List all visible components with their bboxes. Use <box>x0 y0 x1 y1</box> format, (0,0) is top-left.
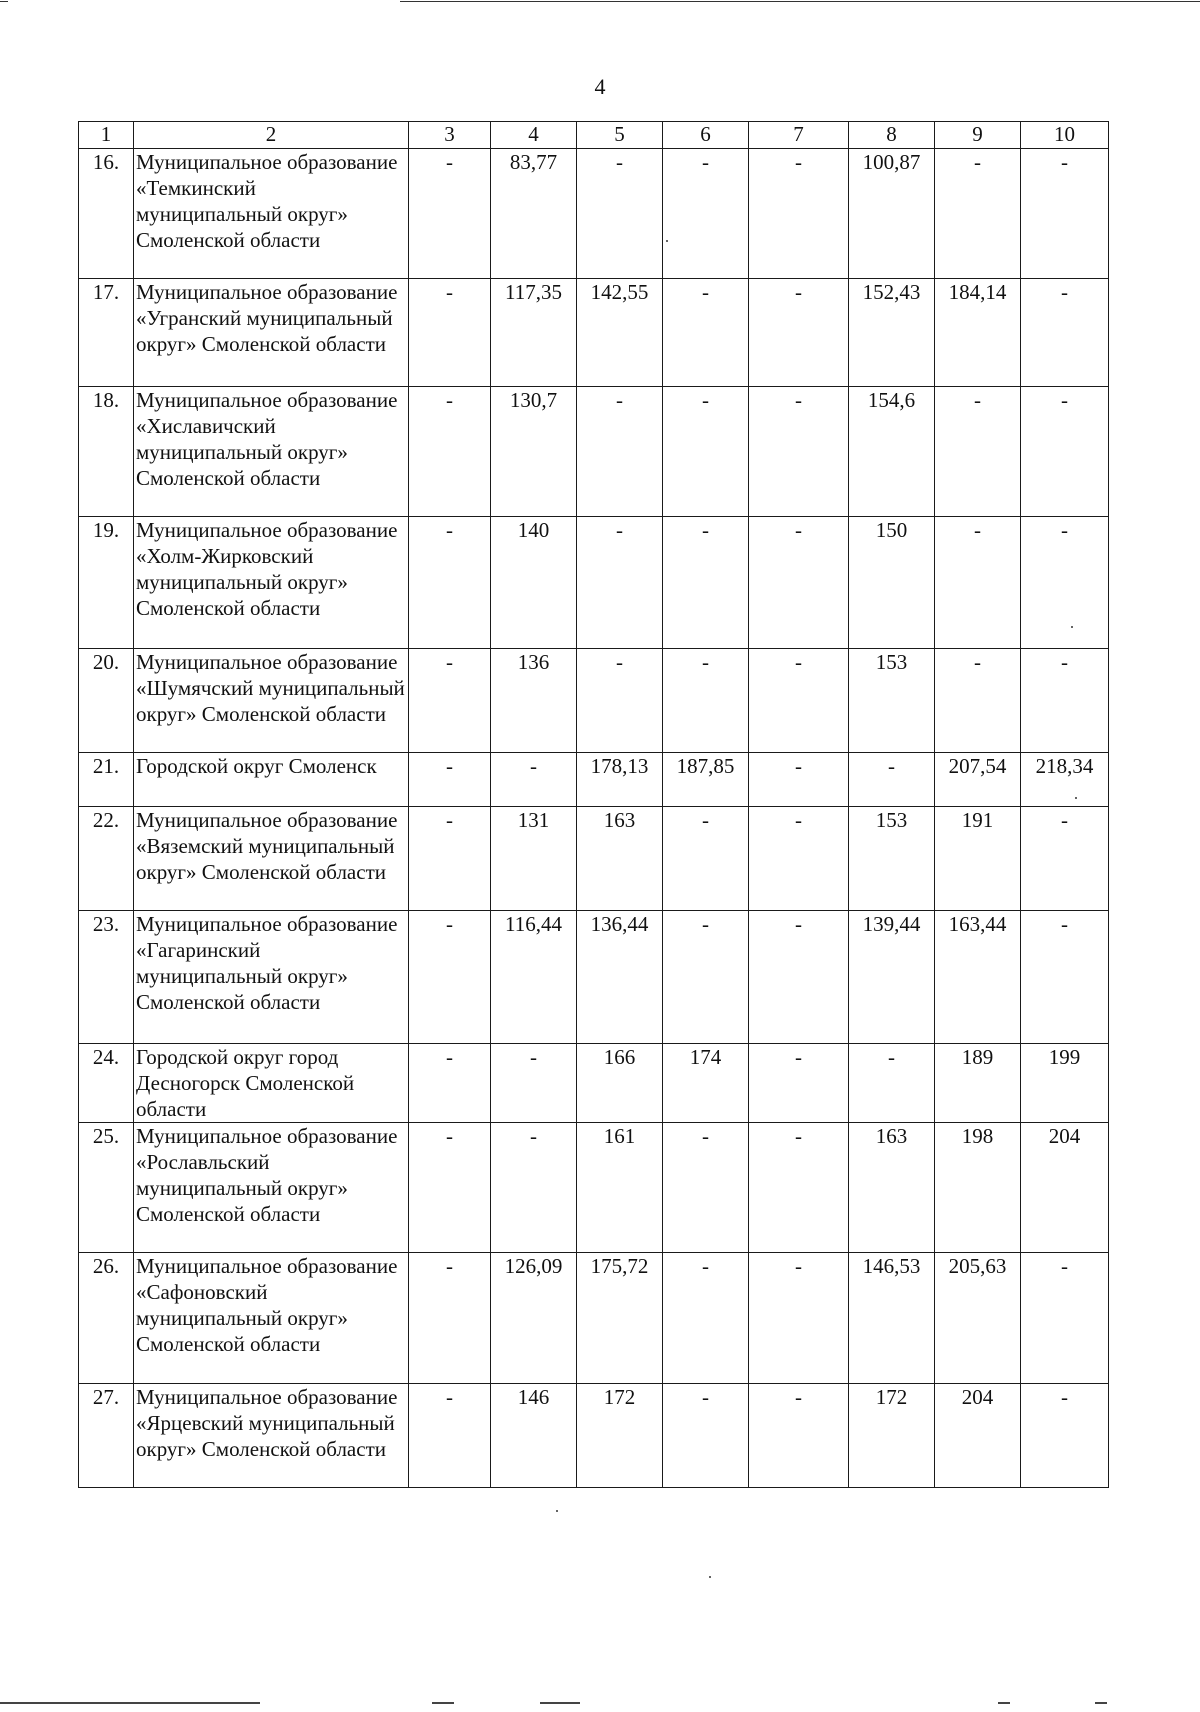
value-cell-col-8: - <box>849 753 935 807</box>
municipality-name: Муниципальное образование «Ярцевский муниципальный округ» Смоленской области <box>134 1384 409 1488</box>
value-cell-col-8: 139,44 <box>849 911 935 1044</box>
value-cell-col-4: 136 <box>491 649 577 753</box>
value-cell-col-4: 117,35 <box>491 279 577 387</box>
table-row <box>79 753 1109 807</box>
value-cell-col-7: - <box>749 807 849 911</box>
table-row <box>79 149 1109 279</box>
table-row <box>79 387 1109 517</box>
value-cell-col-7: - <box>749 149 849 279</box>
value-cell-col-5: 136,44 <box>577 911 663 1044</box>
bottom-scan-rule <box>0 1701 1200 1705</box>
table-body <box>79 149 1109 1488</box>
value-cell-col-6: - <box>663 517 749 649</box>
value-cell-col-10: - <box>1021 807 1109 911</box>
value-cell-col-4: 131 <box>491 807 577 911</box>
page-number: 4 <box>594 74 606 99</box>
value-cell-col-5: 175,72 <box>577 1253 663 1384</box>
table-row <box>79 1123 1109 1253</box>
value-cell-col-5: 178,13 <box>577 753 663 807</box>
value-cell-col-5: 166 <box>577 1044 663 1123</box>
municipality-name: Муниципальное образование «Сафоновский муниципальный округ» Смоленской области <box>134 1253 409 1384</box>
table-row <box>79 279 1109 387</box>
municipality-name: Муниципальное образование «Холм-Жирковский муниципальный округ» Смоленской области <box>134 517 409 649</box>
scan-speck <box>1075 797 1077 799</box>
column-header-9: 9 <box>935 122 1021 149</box>
value-cell-col-10: - <box>1021 1253 1109 1384</box>
value-cell-col-7: - <box>749 911 849 1044</box>
row-number: 18. <box>79 387 134 517</box>
row-number: 27. <box>79 1384 134 1488</box>
value-cell-col-5: - <box>577 149 663 279</box>
value-cell-col-4: - <box>491 753 577 807</box>
column-header-8: 8 <box>849 122 935 149</box>
row-number: 17. <box>79 279 134 387</box>
value-cell-col-7: - <box>749 1123 849 1253</box>
value-cell-col-3: - <box>409 1044 491 1123</box>
value-cell-col-9: - <box>935 649 1021 753</box>
column-header-1: 1 <box>79 122 134 149</box>
value-cell-col-6: - <box>663 649 749 753</box>
value-cell-col-8: 152,43 <box>849 279 935 387</box>
value-cell-col-6: 187,85 <box>663 753 749 807</box>
value-cell-col-9: 205,63 <box>935 1253 1021 1384</box>
table-row <box>79 911 1109 1044</box>
value-cell-col-10: 199 <box>1021 1044 1109 1123</box>
value-cell-col-4: 83,77 <box>491 149 577 279</box>
value-cell-col-3: - <box>409 911 491 1044</box>
data-table <box>78 121 1109 1488</box>
value-cell-col-3: - <box>409 753 491 807</box>
value-cell-col-10: - <box>1021 911 1109 1044</box>
value-cell-col-9: - <box>935 387 1021 517</box>
value-cell-col-3: - <box>409 279 491 387</box>
value-cell-col-6: - <box>663 279 749 387</box>
value-cell-col-3: - <box>409 649 491 753</box>
value-cell-col-5: 172 <box>577 1384 663 1488</box>
value-cell-col-6: - <box>663 1384 749 1488</box>
column-header-7: 7 <box>749 122 849 149</box>
value-cell-col-8: 154,6 <box>849 387 935 517</box>
municipality-name: Муниципальное образование «Темкинский муниципальный округ» Смоленской области <box>134 149 409 279</box>
value-cell-col-10: - <box>1021 649 1109 753</box>
value-cell-col-3: - <box>409 149 491 279</box>
value-cell-col-6: - <box>663 149 749 279</box>
row-number: 23. <box>79 911 134 1044</box>
column-header-2: 2 <box>134 122 409 149</box>
value-cell-col-5: 142,55 <box>577 279 663 387</box>
municipality-name: Городской округ Смоленск <box>134 753 409 807</box>
value-cell-col-9: 204 <box>935 1384 1021 1488</box>
municipality-name: Муниципальное образование «Угранский муниципальный округ» Смоленской области <box>134 279 409 387</box>
value-cell-col-4: 140 <box>491 517 577 649</box>
value-cell-col-6: - <box>663 807 749 911</box>
table-row <box>79 517 1109 649</box>
value-cell-col-6: - <box>663 911 749 1044</box>
municipality-name: Муниципальное образование «Вяземский муниципальный округ» Смоленской области <box>134 807 409 911</box>
value-cell-col-8: - <box>849 1044 935 1123</box>
municipality-name: Муниципальное образование «Хиславичский муниципальный округ» Смоленской области <box>134 387 409 517</box>
value-cell-col-8: 153 <box>849 649 935 753</box>
scan-speck <box>709 1576 711 1578</box>
municipality-name: Городской округ город Десногорск Смоленской области <box>134 1044 409 1123</box>
value-cell-col-5: 161 <box>577 1123 663 1253</box>
value-cell-col-8: 150 <box>849 517 935 649</box>
value-cell-col-10: - <box>1021 279 1109 387</box>
value-cell-col-7: - <box>749 387 849 517</box>
value-cell-col-5: - <box>577 387 663 517</box>
row-number: 20. <box>79 649 134 753</box>
value-cell-col-5: - <box>577 517 663 649</box>
value-cell-col-10: - <box>1021 149 1109 279</box>
value-cell-col-3: - <box>409 1253 491 1384</box>
value-cell-col-7: - <box>749 649 849 753</box>
header-row <box>79 122 1109 149</box>
value-cell-col-6: - <box>663 1253 749 1384</box>
table-row <box>79 807 1109 911</box>
municipality-name: Муниципальное образование «Гагаринский муниципальный округ» Смоленской области <box>134 911 409 1044</box>
value-cell-col-3: - <box>409 1123 491 1253</box>
scan-speck <box>556 1510 558 1512</box>
value-cell-col-4: 116,44 <box>491 911 577 1044</box>
value-cell-col-10: 218,34 <box>1021 753 1109 807</box>
row-number: 21. <box>79 753 134 807</box>
value-cell-col-8: 163 <box>849 1123 935 1253</box>
value-cell-col-4: - <box>491 1044 577 1123</box>
value-cell-col-8: 153 <box>849 807 935 911</box>
value-cell-col-3: - <box>409 387 491 517</box>
value-cell-col-7: - <box>749 517 849 649</box>
value-cell-col-3: - <box>409 807 491 911</box>
value-cell-col-9: 198 <box>935 1123 1021 1253</box>
value-cell-col-7: - <box>749 279 849 387</box>
column-header-6: 6 <box>663 122 749 149</box>
value-cell-col-6: - <box>663 387 749 517</box>
row-number: 26. <box>79 1253 134 1384</box>
table-row <box>79 1044 1109 1123</box>
value-cell-col-10: - <box>1021 387 1109 517</box>
table-row <box>79 1253 1109 1384</box>
value-cell-col-3: - <box>409 1384 491 1488</box>
value-cell-col-6: 174 <box>663 1044 749 1123</box>
table-row <box>79 1384 1109 1488</box>
row-number: 24. <box>79 1044 134 1123</box>
value-cell-col-9: - <box>935 517 1021 649</box>
row-number: 22. <box>79 807 134 911</box>
scan-speck <box>666 240 668 242</box>
row-number: 25. <box>79 1123 134 1253</box>
value-cell-col-7: - <box>749 1253 849 1384</box>
value-cell-col-4: - <box>491 1123 577 1253</box>
value-cell-col-3: - <box>409 517 491 649</box>
value-cell-col-4: 146 <box>491 1384 577 1488</box>
value-cell-col-10: - <box>1021 517 1109 649</box>
value-cell-col-8: 172 <box>849 1384 935 1488</box>
top-scan-rule <box>0 0 1200 4</box>
value-cell-col-9: - <box>935 149 1021 279</box>
column-header-10: 10 <box>1021 122 1109 149</box>
table-row <box>79 649 1109 753</box>
value-cell-col-9: 184,14 <box>935 279 1021 387</box>
municipality-name: Муниципальное образование «Рославльский муниципальный округ» Смоленской области <box>134 1123 409 1253</box>
column-header-3: 3 <box>409 122 491 149</box>
value-cell-col-4: 126,09 <box>491 1253 577 1384</box>
municipality-name: Муниципальное образование «Шумячский муниципальный округ» Смоленской области <box>134 649 409 753</box>
value-cell-col-8: 100,87 <box>849 149 935 279</box>
value-cell-col-7: - <box>749 1044 849 1123</box>
value-cell-col-10: - <box>1021 1384 1109 1488</box>
scan-speck <box>1071 626 1073 628</box>
row-number: 16. <box>79 149 134 279</box>
value-cell-col-8: 146,53 <box>849 1253 935 1384</box>
value-cell-col-5: 163 <box>577 807 663 911</box>
value-cell-col-9: 189 <box>935 1044 1021 1123</box>
value-cell-col-10: 204 <box>1021 1123 1109 1253</box>
value-cell-col-5: - <box>577 649 663 753</box>
value-cell-col-7: - <box>749 1384 849 1488</box>
value-cell-col-9: 207,54 <box>935 753 1021 807</box>
value-cell-col-9: 191 <box>935 807 1021 911</box>
column-header-5: 5 <box>577 122 663 149</box>
row-number: 19. <box>79 517 134 649</box>
value-cell-col-7: - <box>749 753 849 807</box>
value-cell-col-6: - <box>663 1123 749 1253</box>
column-header-4: 4 <box>491 122 577 149</box>
value-cell-col-4: 130,7 <box>491 387 577 517</box>
value-cell-col-9: 163,44 <box>935 911 1021 1044</box>
